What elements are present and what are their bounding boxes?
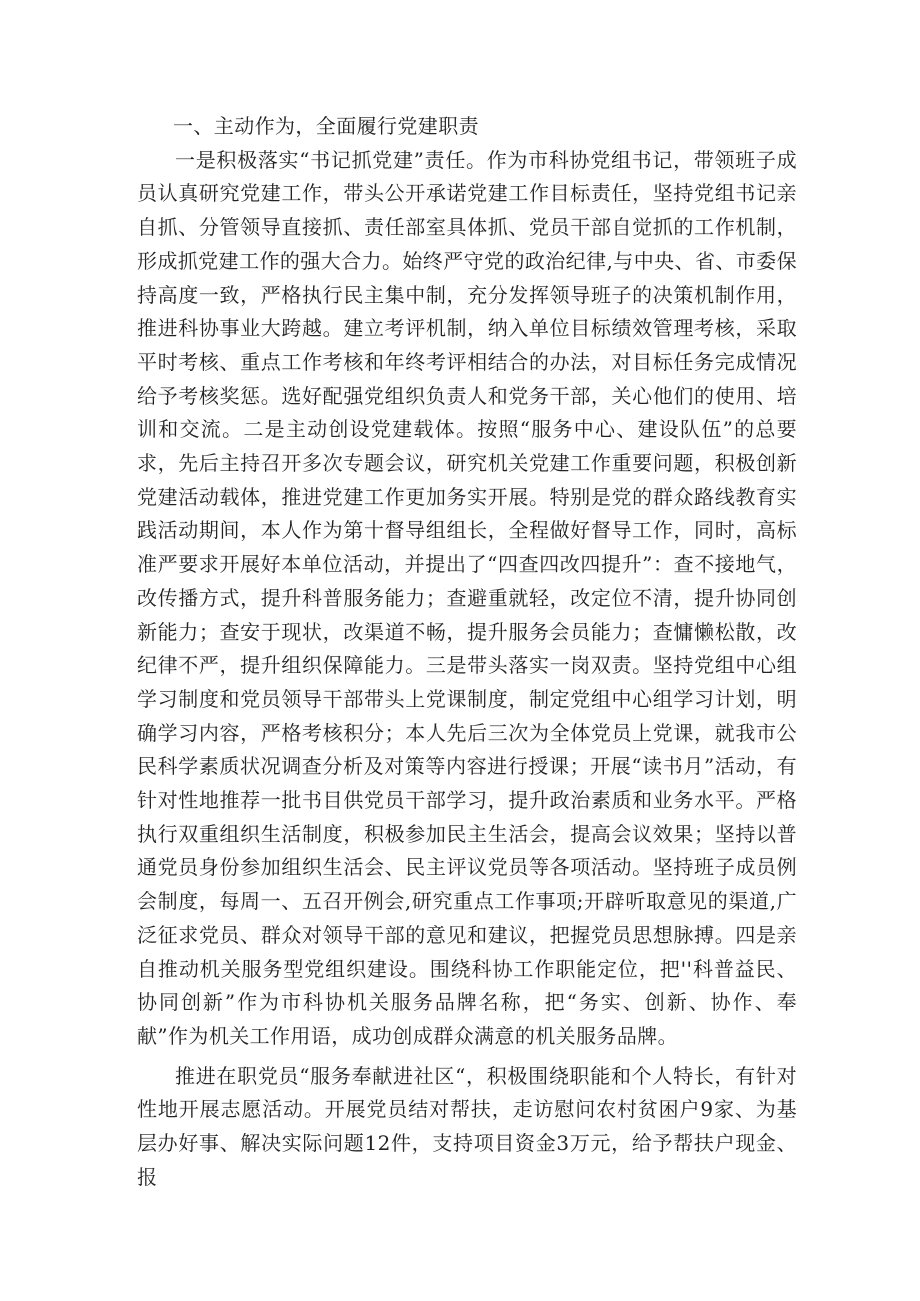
body-paragraph: 推进在职党员“服务奉献进社区“，积极围绕职能和个人特长，有针对性地开展志愿活动。开展党员结对帮扶，走访慰问农村贫困户9家、为基层办好事、解决实际问题12件，支持项目资金3万元，给予帮扶户现金、报: [137, 1063, 797, 1189]
section-heading: 一、主动作为，全面履行党建职责: [173, 114, 479, 138]
document-body: [137, 110, 797, 1195]
body-paragraph: 一是积极落实“书记抓党建”责任。作为市科协党组书记，带领班子成员认真研究党建工作，带头公开承诺党建工作目标责任，坚持党组书记亲自抓、分管领导直接抓、责任部室具体抓、党员干部自觉抓的工作机制，形成抓党建工作的强大合力。始终严守党的政治纪律,与中央、省、市委保持高度一致，严格执行民主集中制，充分发挥领导班子的决策机制作用，推进科协事业大跨越。建立考评机制，纳入单位目标绩效管理考核，采取平时考核、重点工作考核和年终考评相结合的办法，对目标任务完成情况给予考核奖惩。选好配强党组织负责人和党务干部，关心他们的使用、培训和交流。二是主动创设党建载体。按照“服务中心、建设队伍”的总要求，先后主持召开多次专题会议，研究机关党建工作重要问题，积极创新党建活动载体，推进党建工作更加务实开展。特别是党的群众路线教育实践活动期间，本人作为第十督导组组长，全程做好督导工作，同时，高标准严要求开展好本单位活动，并提出了“四查四改四提升”：查不接地气，改传播方式，提升科普服务能力；查避重就轻，改定位不清，提升协同创新能力；查安于现状，改渠道不畅，提升服务会员能力；查慵懒松散，改纪律不严，提升组织保障能力。三是带头落实一岗双责。坚持党组中心组学习制度和党员领导干部带头上党课制度，制定党组中心组学习计划，明确学习内容，严格考核积分；本人先后三次为全体党员上党课，就我市公民科学素质状况调查分析及对策等内容进行授课；开展“读书月”活动，有针对性地推荐一批书目供党员干部学习，提升政治素质和业务水平。严格执行双重组织生活制度，积极参加民主生活会，提高会议效果；坚持以普通党员身份参加组织生活会、民主评议党员等各项活动。坚持班子成员例会制度，每周一、五召开例会,研究重点工作事项;开辟听取意见的渠道,广泛征求党员、群众对领导干部的意见和建议，把握党员思想脉搏。四是亲自推动机关服务型党组织建设。围绕科协工作职能定位，把''科普益民、协同创新”作为市科协机关服务品牌名称，把“务实、创新、协作、奉献”作为机关工作用语，成功创成群众满意的机关服务品牌。: [137, 147, 797, 1048]
